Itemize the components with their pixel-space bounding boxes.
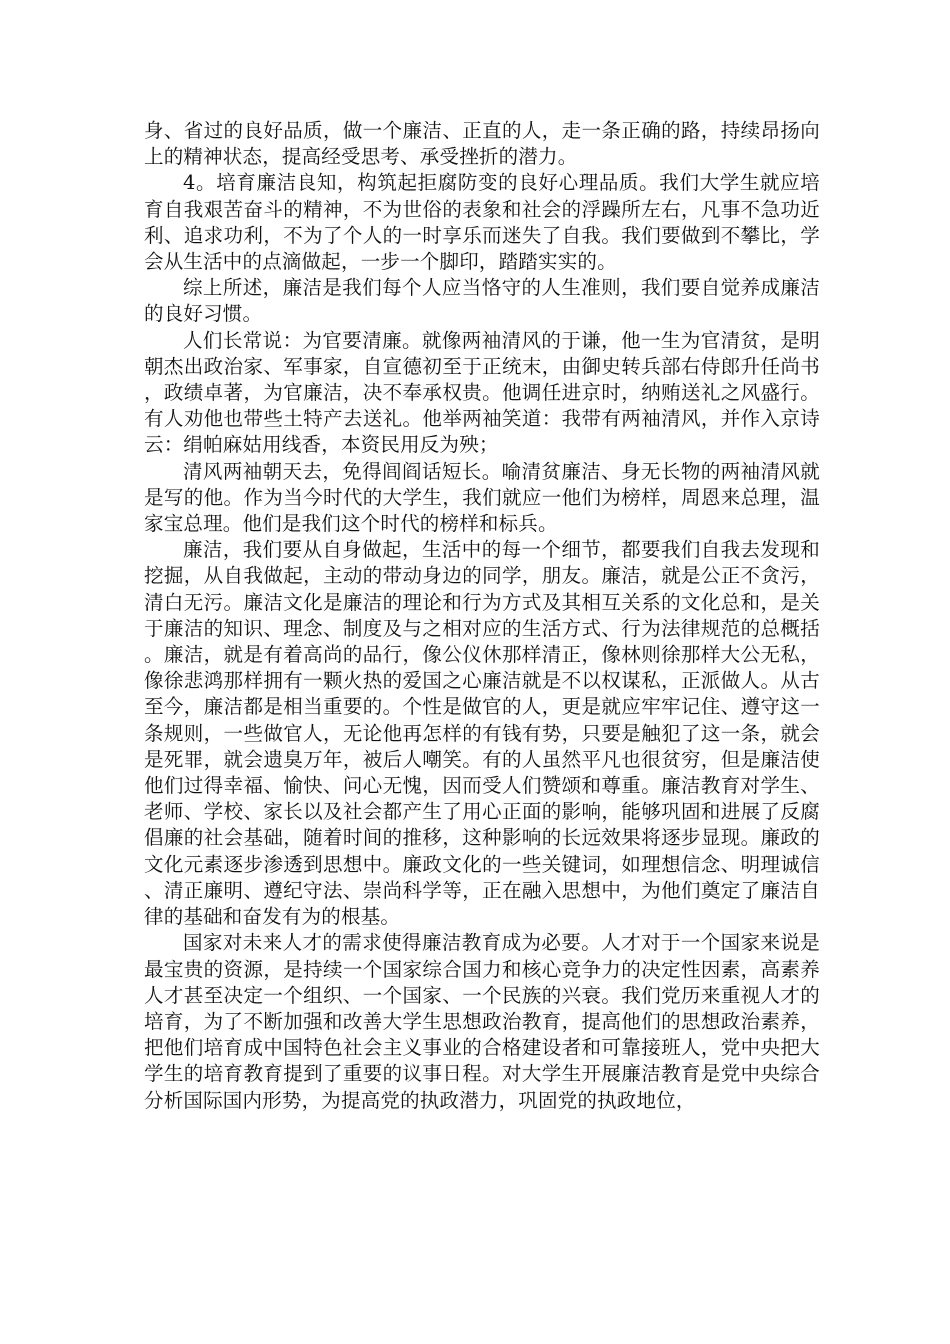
paragraph: 身、省过的良好品质，做一个廉洁、正直的人，走一条正确的路，持续昂扬向上的精神状态，提高经受思考、承受挫折的潜力。 xyxy=(144,119,820,169)
paragraph: 人们长常说：为官要清廉。就像两袖清风的于谦，他一生为官清贫，是明朝杰出政治家、军事家，自宣德初至于正统末，由御史转兵部右侍郎升任尚书，政绩卓著，为官廉洁，决不奉承权贵。他调任进京时，纳贿送礼之风盛行。有人劝他也带些土特产去送礼。他举两袖笑道：我带有两袖清风，并作入京诗云：绢帕麻姑用线香，本资民用反为殃； xyxy=(144,328,820,457)
paragraph: 国家对未来人才的需求使得廉洁教育成为必要。人才对于一个国家来说是最宝贵的资源，是持续一个国家综合国力和核心竞争力的决定性因素，高素养人才甚至决定一个组织、一个国家、一个民族的兴衰。我们党历来重视人才的培育，为了不断加强和改善大学生思想政治教育，提高他们的思想政治素养，把他们培育成中国特色社会主义事业的合格建设者和可靠接班人，党中央把大学生的培育教育提到了重要的议事日程。对大学生开展廉洁教育是党中央综合分析国际国内形势，为提高党的执政潜力，巩固党的执政地位， xyxy=(144,931,820,1112)
paragraph: 清风两袖朝天去，免得闾阎话短长。喻清贫廉洁、身无长物的两袖清风就是写的他。作为当今时代的大学生，我们就应一他们为榜样，周恩来总理，温家宝总理。他们是我们这个时代的榜样和标兵。 xyxy=(144,459,820,536)
paragraph: 廉洁，我们要从自身做起，生活中的每一个细节，都要我们自我去发现和挖掘，从自我做起，主动的带动身边的同学，朋友。廉洁，就是公正不贪污，清白无污。廉洁文化是廉洁的理论和行为方式及其相互关系的文化总和，是关于廉洁的知识、理念、制度及与之相对应的生活方式、行为法律规范的总概括。廉洁，就是有着高尚的品行，像公仪休那样清正，像林则徐那样大公无私，像徐悲鸿那样拥有一颗火热的爱国之心廉洁就是不以权谋私，正派做人。从古至今，廉洁都是相当重要的。个性是做官的人，更是就应牢牢记住、遵守这一条规则，一些做官人，无论他再怎样的有钱有势，只要是触犯了这一条，就会是死罪，就会遗臭万年，被后人嘲笑。有的人虽然平凡也很贫穷，但是廉洁使他们过得幸福、愉快、问心无愧，因而受人们赞颂和尊重。廉洁教育对学生、老师、学校、家长以及社会都产生了用心正面的影响，能够巩固和进展了反腐倡廉的社会基础，随着时间的推移，这种影响的长远效果将逐步显现。廉政的文化元素逐步渗透到思想中。廉政文化的一些关键词，如理想信念、明理诚信、清正廉明、遵纪守法、崇尚科学等，正在融入思想中，为他们奠定了廉洁自律的基础和奋发有为的根基。 xyxy=(144,538,820,929)
document-body xyxy=(144,118,820,1114)
paragraph: 4。培育廉洁良知，构筑起拒腐防变的良好心理品质。我们大学生就应培育自我艰苦奋斗的精神，不为世俗的表象和社会的浮躁所左右，凡事不急功近利、追求功利，不为了个人的一时享乐而迷失了自我。我们要做到不攀比，学会从生活中的点滴做起，一步一个脚印，踏踏实实的。 xyxy=(144,171,820,274)
paragraph: 综上所述，廉洁是我们每个人应当恪守的人生准则，我们要自觉养成廉洁的良好习惯。 xyxy=(144,276,820,326)
